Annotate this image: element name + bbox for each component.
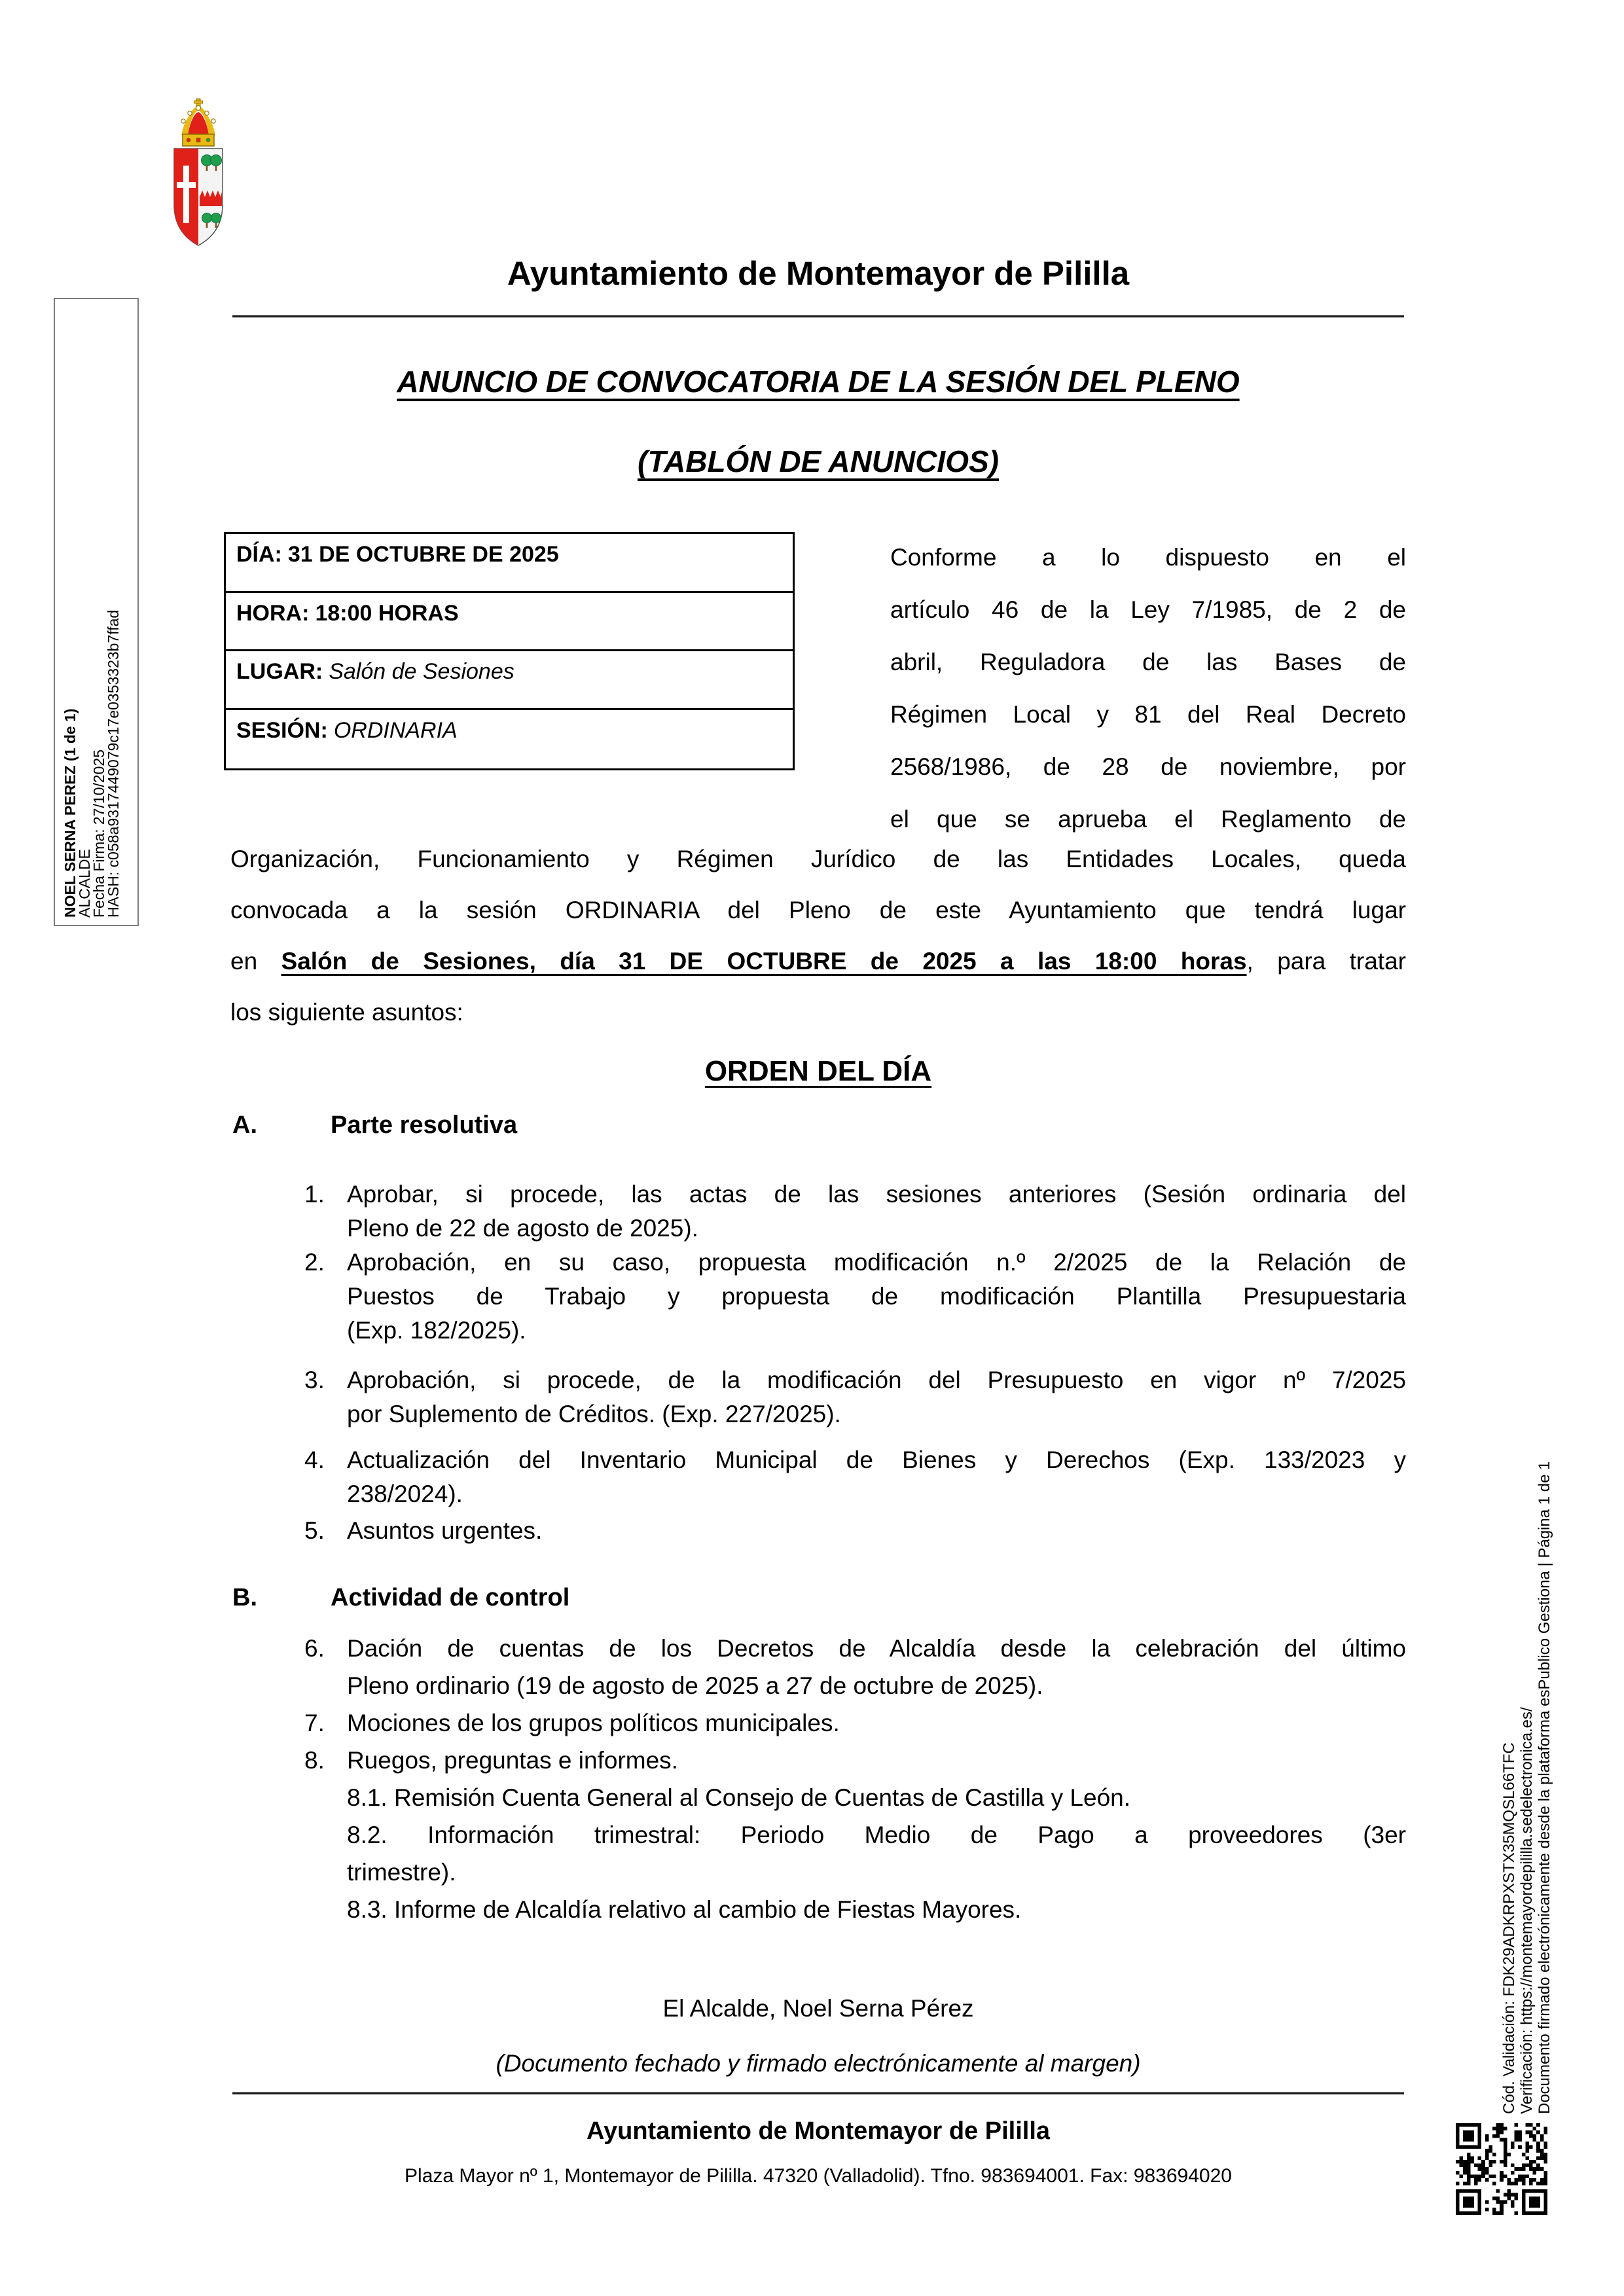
list-item-line: Asuntos urgentes. (347, 1517, 543, 1544)
intro-paragraph-full (230, 834, 1406, 1038)
intro-paragraph-right (890, 531, 1406, 846)
header-rule (232, 315, 1404, 317)
list-item-line: 238/2024). (347, 1480, 463, 1507)
list-item-line: Pleno ordinario (19 de agosto de 2025 a 27 de octubre de 2025). (347, 1672, 1043, 1699)
list-item: 2. Aprobación, en su caso, propuesta modificación n.º 2/2025 de la Relación de Puestos de Trabajo y propuesta de modificación Plantilla Presupuestaria (Exp. 182/2025). (304, 1246, 1406, 1348)
paragraph-line: artículo 46 de la Ley 7/1985, de 2 de (890, 596, 1406, 623)
paragraph-line: en Salón de Sesiones, día 31 DE OCTUBRE de 2025 a las 18:00 horas, para tratar (230, 948, 1406, 975)
list-item: 3. Aprobación, si procede, de la modificación del Presupuesto en vigor nº 7/2025 por Suplemento de Créditos. (Exp. 227/2025). (304, 1363, 1406, 1431)
paragraph-line: convocada a la sesión ORDINARIA del Pleno de este Ayuntamiento que tendrá lugar (230, 897, 1406, 924)
list-item: 5. Asuntos urgentes. (304, 1514, 1406, 1548)
section-b-heading: B. Actividad de control (232, 1584, 570, 1611)
agenda-list-b (304, 1630, 1406, 1928)
qr-code (1456, 2123, 1547, 2215)
list-item-line: 8.3. Informe de Alcaldía relativo al cambio de Fiestas Mayores. (347, 1896, 1022, 1923)
signer-role: ALCALDE (76, 849, 93, 918)
paragraph-line: el que se aprueba el Reglamento de (890, 806, 1406, 833)
list-item-line: Aprobar, si procede, las actas de las sesiones anteriores (Sesión ordinaria del (347, 1181, 1406, 1208)
signer-name: NOEL SERNA PEREZ (1 de 1) (62, 708, 79, 918)
list-item-line: Mociones de los grupos políticos municipales. (347, 1710, 840, 1736)
list-sub-item (304, 1779, 1406, 1816)
platform-note: Documento firmado electrónicamente desde la plataforma esPublico Gestiona | Página 1 de 1 (1536, 1461, 1553, 2114)
validation-code: Cód. Validación: FDK29ADKRPXSTX35MQSL66TFC (1500, 1742, 1518, 2114)
list-item-line: trimestre). (347, 1859, 456, 1886)
session-info-table (224, 532, 795, 770)
doc-heading: ANUNCIO DE CONVOCATORIA DE LA SESIÓN DEL PLENO (397, 365, 1240, 399)
agenda-title: ORDEN DEL DÍA (704, 1055, 932, 1087)
validation-margin-text (1500, 1368, 1553, 2114)
signature-hash: HASH: c058a9317449079c17e0353323b7ffad (105, 609, 122, 918)
paragraph-line: Organización, Funcionamiento y Régimen Jurídico de las Entidades Locales, queda (230, 846, 1406, 872)
list-sub-item (304, 1816, 1406, 1891)
table-row: HORA: 18:00 HORAS (226, 593, 793, 652)
section-a-heading: A. Parte resolutiva (232, 1111, 518, 1139)
list-item-line: Ruegos, preguntas e informes. (347, 1747, 678, 1774)
paragraph-line: Conforme a lo dispuesto en el (890, 544, 1406, 571)
signature-note: (Documento fechado y firmado electrónicamente al margen) (496, 2050, 1141, 2077)
list-item: 1. Aprobar, si procede, las actas de las sesiones anteriores (Sesión ordinaria del Pleno de 22 de agosto de 2025). (304, 1177, 1406, 1246)
agenda-list-a (304, 1177, 1406, 1548)
verification-url: Verificación: https://montemayordepililla.sedelectronica.es/ (1518, 1707, 1536, 2114)
coat-of-arms-icon (172, 94, 225, 247)
table-row: SESIÓN: ORDINARIA (236, 717, 458, 743)
paragraph-line: los siguiente asuntos: (230, 999, 463, 1026)
list-item-line: Actualización del Inventario Municipal de Bienes y Derechos (Exp. 133/2023 y (347, 1446, 1406, 1473)
list-sub-item (304, 1891, 1406, 1928)
list-item: 7. Mociones de los grupos políticos municipales. (304, 1704, 1406, 1742)
list-item: 4. Actualización del Inventario Municipal de Bienes y Derechos (Exp. 133/2023 y 238/2024). (304, 1443, 1406, 1511)
list-item-line: (Exp. 182/2025). (347, 1317, 526, 1344)
list-item-line: por Suplemento de Créditos. (Exp. 227/2025). (347, 1401, 841, 1427)
list-item-line: Dación de cuentas de los Decretos de Alcaldía desde la celebración del último (347, 1635, 1406, 1662)
doc-subheading: (TABLÓN DE ANUNCIOS) (638, 444, 999, 478)
footer-title: Ayuntamiento de Montemayor de Pililla (586, 2117, 1051, 2145)
table-row: DÍA: 31 DE OCTUBRE DE 2025 (226, 534, 793, 593)
paragraph-line: abril, Reguladora de las Bases de (890, 649, 1406, 675)
signature-line: El Alcalde, Noel Serna Pérez (662, 1995, 974, 2022)
paragraph-line: Régimen Local y 81 del Real Decreto (890, 701, 1406, 728)
list-item-line: Pleno de 22 de agosto de 2025). (347, 1215, 698, 1242)
page-title: Ayuntamiento de Montemayor de Pililla (507, 255, 1130, 292)
crown-icon (181, 99, 215, 146)
signer-stamp-text (63, 296, 120, 918)
list-item-line: 8.1. Remisión Cuenta General al Consejo de Cuentas de Castilla y León. (347, 1784, 1131, 1811)
list-item-line: Aprobación, si procede, de la modificación del Presupuesto en vigor nº 7/2025 (347, 1367, 1406, 1393)
list-item-line: Aprobación, en su caso, propuesta modificación n.º 2/2025 de la Relación de (347, 1249, 1406, 1276)
footer-rule (232, 2092, 1404, 2094)
shield-icon (174, 149, 223, 245)
list-item: 6. Dación de cuentas de los Decretos de Alcaldía desde la celebración del último Pleno ordinario (19 de agosto de 2025 a 27 de octubre de 2025). (304, 1630, 1406, 1704)
list-item-line: 8.2. Información trimestral: Periodo Medio de Pago a proveedores (3er (347, 1821, 1406, 1848)
signature-date: Fecha Firma: 27/10/2025 (90, 749, 107, 918)
footer-address: Plaza Mayor nº 1, Montemayor de Pililla. 47320 (Valladolid). Tfno. 983694001. Fax: 983694020 (405, 2165, 1232, 2187)
paragraph-line: 2568/1986, de 28 de noviembre, por (890, 753, 1406, 780)
table-row: LUGAR: Salón de Sesiones (226, 651, 793, 710)
list-item: 8. Ruegos, preguntas e informes. (304, 1742, 1406, 1779)
list-item-line: Puestos de Trabajo y propuesta de modificación Plantilla Presupuestaria (347, 1283, 1406, 1310)
